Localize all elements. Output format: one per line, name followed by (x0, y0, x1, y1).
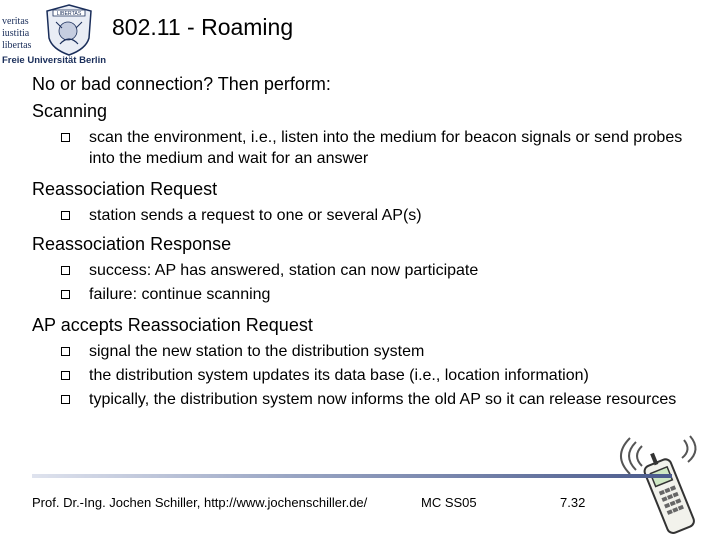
bullet-item (32, 127, 702, 169)
university-seal-icon (44, 4, 94, 56)
bullet-item (32, 365, 702, 386)
section-heading: AP accepts Reassociation Request (32, 315, 313, 335)
footer-rule (32, 474, 672, 478)
section-heading: Scanning (32, 101, 108, 121)
square-bullet-icon (61, 371, 70, 380)
footer-page-number: 7.32 (560, 495, 586, 510)
intro-line: No or bad connection? Then perform: (32, 74, 331, 94)
slide-title: 802.11 - Roaming (112, 14, 294, 40)
logo-motto-line: iustitia (2, 28, 30, 39)
bullet-item (32, 205, 702, 226)
footer-course: MC SS05 (421, 495, 477, 510)
bullet-item (32, 284, 702, 305)
slide-content (32, 72, 702, 410)
logo-banner: LIBERTAS (56, 11, 82, 17)
section-heading: Reassociation Response (32, 234, 232, 254)
square-bullet-icon (61, 133, 70, 142)
university-logo (0, 0, 107, 68)
bullet-text: failure: continue scanning (89, 286, 271, 303)
square-bullet-icon (61, 211, 70, 220)
bullet-text: typically, the distribution system now informs the old AP so it can release resources (89, 391, 677, 408)
bullet-text: signal the new station to the distribution system (89, 343, 425, 360)
bullet-text: scan the environment, i.e., listen into the medium for beacon signals or send probes into the medium and wait for an answer (89, 129, 683, 167)
square-bullet-icon (61, 395, 70, 404)
logo-motto (2, 16, 31, 52)
mobile-phone-signal-icon (612, 432, 716, 536)
bullet-text: station sends a request to one or several AP(s) (89, 207, 422, 224)
bullet-item (32, 260, 702, 281)
bullet-item (32, 341, 702, 362)
logo-motto-line: veritas (2, 16, 29, 27)
bullet-text: the distribution system updates its data base (i.e., location information) (89, 367, 589, 384)
bullet-text: success: AP has answered, station can now participate (89, 262, 479, 279)
footer-author: Prof. Dr.-Ing. Jochen Schiller, http://www.jochenschiller.de/ (32, 495, 368, 510)
logo-motto-line: libertas (2, 40, 32, 51)
logo-caption: Freie Universität Berlin (2, 55, 107, 66)
section-heading: Reassociation Request (32, 179, 218, 199)
square-bullet-icon (61, 347, 70, 356)
square-bullet-icon (61, 266, 70, 275)
square-bullet-icon (61, 290, 70, 299)
bullet-item (32, 389, 702, 410)
